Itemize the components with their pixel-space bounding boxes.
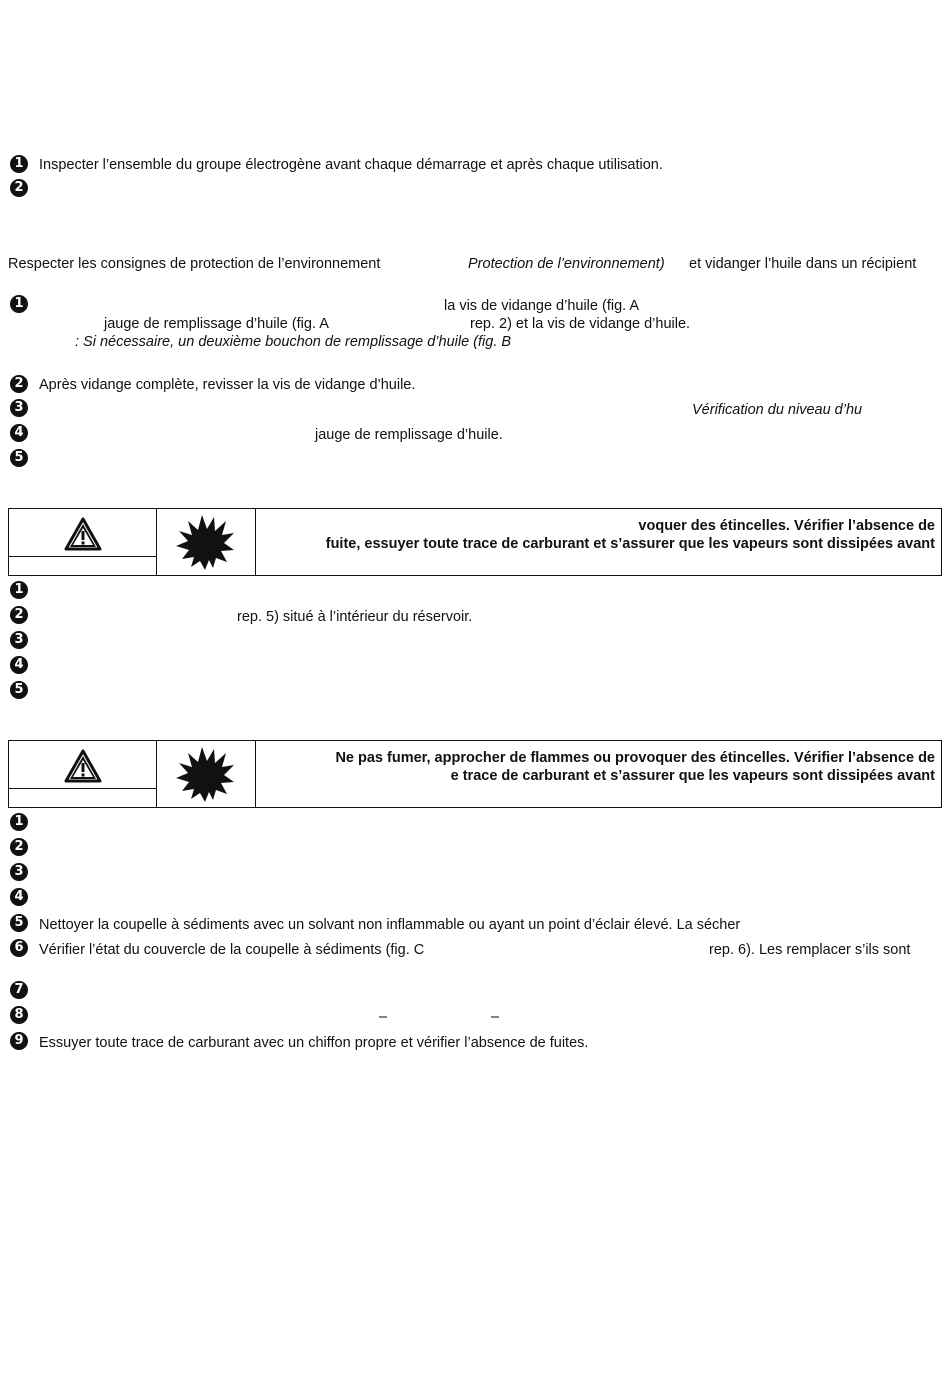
sediment-step-9: Essuyer toute trace de carburant avec un chiffon propre et vérifier l’absence de fuites. [39,1035,589,1051]
oil-step-3-ref: Vérification du niveau d’hu [692,402,863,418]
env-reference: Protection de l’environnement) [468,256,665,272]
warning-line-2: e trace de carburant et s’assurer que les vapeurs sont dissipées avant [450,768,935,784]
warning-text [261,749,935,785]
oil-step-1-b: jauge de remplissage d’huile (fig. A [104,316,329,332]
step-number-icon: 4 [10,888,28,906]
warning-box [8,740,942,808]
step-number-icon: 3 [10,399,28,417]
step-number-icon: 2 [10,179,28,197]
sediment-step-6-end: rep. 6). Les remplacer s’ils sont [709,942,911,958]
warning-triangle-icon [64,517,102,551]
warning-line-1: voquer des étincelles. Vérifier l’absence de [638,518,935,534]
step-number-icon: 4 [10,656,28,674]
step-number-icon: 4 [10,424,28,442]
oil-step-1-a: la vis de vidange d’huile (fig. A [444,298,640,314]
sediment-step-8-dash: – [491,1009,500,1025]
step-number-icon: 5 [10,449,28,467]
explosion-icon [174,745,236,803]
warning-label-subcell [9,556,156,575]
sediment-step-8-dash: – [379,1009,388,1025]
fuel-step-2: rep. 5) situé à l’intérieur du réservoir. [237,609,473,625]
step-number-icon: 7 [10,981,28,999]
warning-label-cell [9,509,157,575]
oil-step-1-c: rep. 2) et la vis de vidange d’huile. [470,316,691,332]
inspection-step-1: Inspecter l’ensemble du groupe électrogène avant chaque démarrage et après chaque utilisation. [39,157,663,173]
warning-triangle-icon [64,749,102,783]
step-number-icon: 2 [10,838,28,856]
step-number-icon: 5 [10,681,28,699]
explosion-icon [174,513,236,571]
sediment-step-5: Nettoyer la coupelle à sédiments avec un solvant non inflammable ou ayant un point d’éclair élevé. La sécher [39,917,741,933]
step-number-icon: 6 [10,939,28,957]
env-instruction: Respecter les consignes de protection de l’environnement [8,256,381,272]
step-number-icon: 3 [10,631,28,649]
step-number-icon: 1 [10,581,28,599]
warning-line-2: fuite, essuyer toute trace de carburant et s’assurer que les vapeurs sont dissipées avant [325,536,935,552]
oil-step-4: jauge de remplissage d’huile. [315,427,503,443]
oil-step-2: Après vidange complète, revisser la vis de vidange d’huile. [39,377,416,393]
oil-step-1-note: : Si nécessaire, un deuxième bouchon de remplissage d’huile (fig. B [75,334,512,350]
step-number-icon: 5 [10,914,28,932]
warning-label-subcell [9,788,156,807]
warning-box [8,508,942,576]
step-number-icon: 1 [10,295,28,313]
explosion-cell [156,741,256,807]
step-number-icon: 2 [10,375,28,393]
step-number-icon: 9 [10,1032,28,1050]
env-instruction-end: et vidanger l’huile dans un récipient [689,256,917,272]
step-number-icon: 1 [10,155,28,173]
step-number-icon: 1 [10,813,28,831]
warning-line-1: Ne pas fumer, approcher de flammes ou provoquer des étincelles. Vérifier l’absence de [335,750,935,766]
warning-label-cell [9,741,157,807]
explosion-cell [156,509,256,575]
step-number-icon: 3 [10,863,28,881]
sediment-step-6: Vérifier l’état du couvercle de la coupelle à sédiments (fig. C [39,942,425,958]
step-number-icon: 2 [10,606,28,624]
step-number-icon: 8 [10,1006,28,1024]
warning-text [261,517,935,553]
